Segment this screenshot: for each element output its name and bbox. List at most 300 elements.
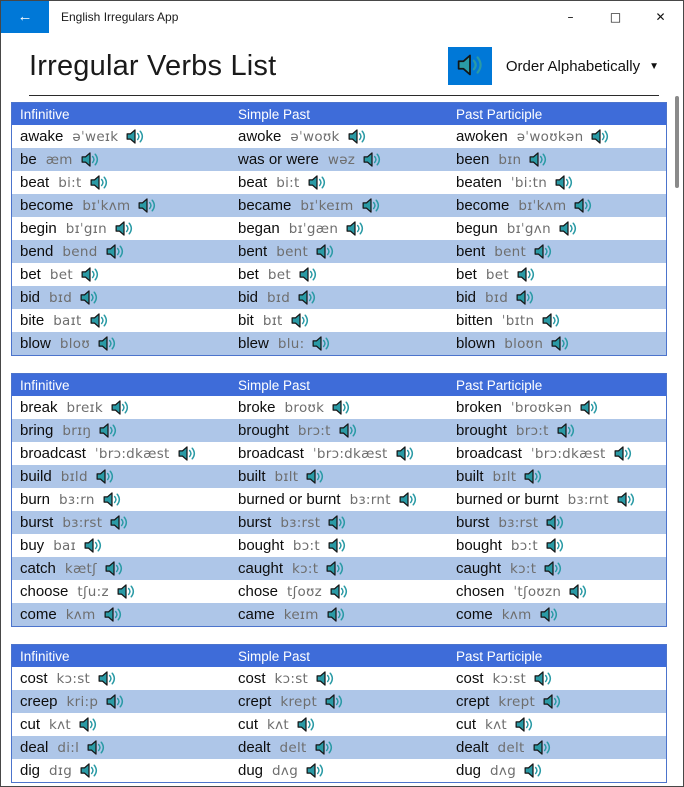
verb-text: cut [20, 716, 41, 733]
verb-cell [12, 399, 230, 416]
ipa-text: bɪˈgʌn [506, 220, 551, 237]
verb-text: caught [238, 560, 284, 577]
page-title: Irregular Verbs List [29, 49, 277, 82]
verb-text: dug [456, 762, 482, 779]
verb-text: burned or burnt [238, 491, 341, 508]
ipa-text: brɔ:t [297, 422, 331, 439]
ipa-text: kɔ:st [492, 670, 527, 687]
ipa-text: ˈbɪtn [501, 312, 535, 329]
table-row [12, 488, 666, 511]
speaker-icon[interactable] [396, 446, 414, 461]
ipa-text: dʌg [272, 762, 299, 779]
column-header: Simple Past [238, 106, 311, 122]
back-button[interactable] [1, 1, 49, 33]
ipa-text: broʊk [284, 399, 325, 416]
speaker-icon[interactable] [551, 336, 569, 351]
verb-table [11, 102, 667, 356]
header-divider [29, 95, 659, 96]
ipa-text: kʌm [501, 606, 532, 623]
speaker-icon[interactable] [559, 221, 577, 236]
speaker-icon[interactable] [617, 492, 635, 507]
verb-cell [230, 399, 448, 416]
speaker-icon[interactable] [546, 538, 564, 553]
table-row [12, 396, 666, 419]
verb-cell [12, 670, 230, 687]
ipa-text: bɪd [49, 289, 73, 306]
verb-cell [230, 606, 448, 623]
table-row [12, 194, 666, 217]
verb-text: cost [456, 670, 484, 687]
ipa-text: kɔ:st [56, 670, 91, 687]
speaker-icon[interactable] [98, 671, 116, 686]
ipa-text: bɪˈgæn [288, 220, 339, 237]
speaker-icon[interactable] [362, 198, 380, 213]
table-row [12, 557, 666, 580]
speaker-icon[interactable] [529, 152, 547, 167]
verb-cell [448, 468, 666, 485]
verb-cell [230, 491, 448, 508]
speaker-icon[interactable] [106, 694, 124, 709]
verb-cell [448, 560, 666, 577]
verb-text: broken [456, 399, 502, 416]
table-row [12, 240, 666, 263]
verb-cell [12, 128, 230, 145]
ipa-text: krept [498, 693, 536, 710]
verb-cell [448, 220, 666, 237]
speaker-icon[interactable] [308, 175, 326, 190]
verb-cell [230, 197, 448, 214]
verb-text: break [20, 399, 58, 416]
verb-cell [12, 243, 230, 260]
verb-text: bid [238, 289, 259, 306]
speaker-icon[interactable] [87, 740, 105, 755]
verb-cell [448, 422, 666, 439]
speaker-icon [457, 54, 483, 79]
speaker-icon[interactable] [534, 244, 552, 259]
table-row [12, 511, 666, 534]
speaker-icon[interactable] [297, 717, 315, 732]
verb-cell [448, 266, 666, 283]
speaker-icon[interactable] [557, 423, 575, 438]
ipa-text: delt [497, 739, 525, 756]
verb-cell [230, 670, 448, 687]
ipa-text: bɜ:rnt [567, 491, 609, 508]
speaker-icon[interactable] [524, 469, 542, 484]
titlebar [1, 1, 683, 33]
table-row [12, 580, 666, 603]
verb-cell [448, 739, 666, 756]
speaker-icon[interactable] [516, 290, 534, 305]
verb-table [11, 644, 667, 783]
speaker-icon[interactable] [517, 267, 535, 282]
column-header: Past Participle [456, 106, 543, 122]
speaker-icon[interactable] [328, 515, 346, 530]
table-header-row [12, 645, 666, 667]
verb-cell [448, 762, 666, 779]
speaker-icon[interactable] [325, 694, 343, 709]
speaker-icon[interactable] [544, 561, 562, 576]
table-row [12, 465, 666, 488]
verb-cell [448, 445, 666, 462]
order-dropdown[interactable] [506, 58, 659, 75]
chevron-down-icon: ▼ [649, 60, 659, 72]
ipa-text: bi:t [276, 174, 300, 191]
ipa-text: tʃoʊz [287, 583, 323, 600]
verb-cell [230, 468, 448, 485]
verb-cell [12, 335, 230, 352]
speaker-icon[interactable] [591, 129, 609, 144]
ipa-text: bet [267, 266, 291, 283]
verb-text: deal [20, 739, 49, 756]
verb-text: become [20, 197, 74, 214]
close-button[interactable]: ✕ [638, 1, 683, 33]
speaker-icon[interactable] [99, 423, 117, 438]
verb-cell [230, 716, 448, 733]
verb-cell [448, 174, 666, 191]
speaker-icon[interactable] [315, 740, 333, 755]
verb-text: built [238, 468, 266, 485]
table-row [12, 442, 666, 465]
speaker-icon[interactable] [84, 538, 102, 553]
speaker-icon[interactable] [399, 492, 417, 507]
ipa-text: bi:t [58, 174, 82, 191]
back-arrow-icon: ← [17, 8, 33, 25]
table-row [12, 309, 666, 332]
speaker-icon[interactable] [115, 221, 133, 236]
verb-cell [12, 491, 230, 508]
speaker-icon[interactable] [105, 561, 123, 576]
ipa-text: blu: [277, 335, 305, 352]
verb-cell [448, 128, 666, 145]
ipa-text: bɪlt [274, 468, 299, 485]
table-row [12, 713, 666, 736]
speaker-icon[interactable] [348, 129, 366, 144]
ipa-text: ˈtʃoʊzn [513, 583, 562, 600]
speaker-icon[interactable] [96, 469, 114, 484]
verb-cell [448, 670, 666, 687]
table-row [12, 419, 666, 442]
ipa-text: kri:p [66, 693, 99, 710]
speaker-icon[interactable] [316, 671, 334, 686]
verb-cell [12, 537, 230, 554]
verb-text: blew [238, 335, 269, 352]
ipa-text: kɔ:t [510, 560, 537, 577]
verb-cell [12, 560, 230, 577]
verb-text: be [20, 151, 37, 168]
verb-text: became [238, 197, 292, 214]
verb-text: bring [20, 422, 54, 439]
speaker-icon[interactable] [81, 267, 99, 282]
ipa-text: bet [485, 266, 509, 283]
verb-cell [12, 606, 230, 623]
verb-text: awoke [238, 128, 282, 145]
verb-cell [12, 762, 230, 779]
verb-cell [230, 583, 448, 600]
verb-cell [12, 197, 230, 214]
verb-cell [448, 197, 666, 214]
verb-cell [12, 220, 230, 237]
ipa-text: kʌt [485, 716, 508, 733]
speaker-icon[interactable] [98, 336, 116, 351]
ipa-text: kɔ:st [274, 670, 309, 687]
verb-text: bitten [456, 312, 493, 329]
speaker-icon[interactable] [327, 607, 345, 622]
verb-text: bent [238, 243, 268, 260]
verb-text: caught [456, 560, 502, 577]
verb-text: awoken [456, 128, 508, 145]
speaker-icon[interactable] [574, 198, 592, 213]
verb-cell [448, 693, 666, 710]
ipa-text: ˈbrɔ:dkæst [94, 445, 170, 462]
ipa-text: æm [45, 151, 73, 168]
speaker-icon[interactable] [546, 515, 564, 530]
speaker-icon[interactable] [534, 671, 552, 686]
speaker-icon[interactable] [298, 290, 316, 305]
table-row [12, 667, 666, 690]
verb-cell [12, 583, 230, 600]
verb-text: burn [20, 491, 51, 508]
speaker-icon[interactable] [306, 469, 324, 484]
verb-cell [12, 422, 230, 439]
speaker-icon[interactable] [515, 717, 533, 732]
speaker-icon[interactable] [291, 313, 309, 328]
verb-text: begin [20, 220, 57, 237]
ipa-text: əˈwoʊk [290, 128, 340, 145]
verb-text: burned or burnt [456, 491, 559, 508]
verb-text: beat [238, 174, 268, 191]
speaker-icon[interactable] [330, 584, 348, 599]
scrollbar-thumb[interactable] [675, 96, 679, 188]
verb-cell [12, 174, 230, 191]
column-header: Simple Past [238, 648, 311, 664]
verb-cell [448, 243, 666, 260]
ipa-text: bent [276, 243, 309, 260]
table-row [12, 332, 666, 355]
speaker-icon[interactable] [363, 152, 381, 167]
speaker-icon[interactable] [580, 400, 598, 415]
speaker-icon[interactable] [90, 313, 108, 328]
verb-cell [230, 537, 448, 554]
ipa-text: əˈwoʊkən [516, 128, 584, 145]
verb-cell [448, 583, 666, 600]
verb-text: broke [238, 399, 276, 416]
ipa-text: bɜ:rst [498, 514, 539, 531]
speaker-icon[interactable] [117, 584, 135, 599]
verb-text: crept [238, 693, 272, 710]
speaker-icon[interactable] [569, 584, 587, 599]
verb-text: cut [238, 716, 259, 733]
speaker-icon[interactable] [339, 423, 357, 438]
verb-text: awake [20, 128, 64, 145]
speaker-icon[interactable] [312, 336, 330, 351]
speaker-icon[interactable] [316, 244, 334, 259]
verb-cell [230, 445, 448, 462]
verb-cell [448, 716, 666, 733]
verb-cell [448, 312, 666, 329]
verb-text: brought [238, 422, 289, 439]
speaker-icon[interactable] [80, 290, 98, 305]
ipa-text: əˈweɪk [72, 128, 119, 145]
verb-text: dig [20, 762, 41, 779]
verb-text: bet [456, 266, 477, 283]
minimize-button[interactable]: – [548, 1, 593, 33]
verb-text: become [456, 197, 510, 214]
speaker-icon[interactable] [79, 717, 97, 732]
speaker-icon[interactable] [138, 198, 156, 213]
verb-text: came [238, 606, 275, 623]
verb-text: chosen [456, 583, 505, 600]
speaker-icon[interactable] [540, 607, 558, 622]
verb-text: chose [238, 583, 279, 600]
table-row [12, 690, 666, 713]
vertical-scrollbar[interactable] [672, 91, 682, 784]
ipa-text: bent [494, 243, 527, 260]
ipa-text: bɜ:rst [280, 514, 321, 531]
verb-cell [448, 537, 666, 554]
verb-text: choose [20, 583, 69, 600]
ipa-text: kʌm [65, 606, 96, 623]
verb-cell [12, 468, 230, 485]
verb-cell [230, 560, 448, 577]
ipa-text: keɪm [283, 606, 319, 623]
speaker-icon[interactable] [299, 267, 317, 282]
verb-cell [230, 128, 448, 145]
verb-tables [11, 102, 667, 783]
ipa-text: brɔ:t [515, 422, 549, 439]
speaker-icon[interactable] [346, 221, 364, 236]
verb-text: bid [456, 289, 477, 306]
speaker-icon[interactable] [328, 538, 346, 553]
ipa-text: ˈbrɔ:dkæst [312, 445, 388, 462]
speaker-icon[interactable] [543, 694, 561, 709]
table-row [12, 217, 666, 240]
ipa-text: krept [280, 693, 318, 710]
verb-cell [230, 514, 448, 531]
verb-text: dealt [456, 739, 489, 756]
speak-all-button[interactable] [448, 47, 492, 85]
ipa-text: bɜ:rst [62, 514, 103, 531]
speaker-icon[interactable] [106, 244, 124, 259]
speaker-icon[interactable] [103, 492, 121, 507]
maximize-button[interactable]: □ [593, 1, 638, 33]
speaker-icon[interactable] [326, 561, 344, 576]
ipa-text: bɪd [485, 289, 509, 306]
speaker-icon[interactable] [524, 763, 542, 778]
table-row [12, 286, 666, 309]
verb-text: been [456, 151, 490, 168]
ipa-text: bɪˈkʌm [82, 197, 131, 214]
verb-cell [230, 335, 448, 352]
table-row [12, 148, 666, 171]
speaker-icon[interactable] [110, 515, 128, 530]
column-header: Past Participle [456, 648, 543, 664]
verb-text: bought [238, 537, 284, 554]
speaker-icon[interactable] [306, 763, 324, 778]
verb-text: cut [456, 716, 477, 733]
table-row [12, 736, 666, 759]
ipa-text: bɔ:t [292, 537, 320, 554]
verb-text: catch [20, 560, 56, 577]
ipa-text: delt [279, 739, 307, 756]
verb-text: began [238, 220, 280, 237]
verb-cell [230, 243, 448, 260]
verb-text: cost [20, 670, 48, 687]
verb-cell [230, 739, 448, 756]
speaker-icon[interactable] [614, 446, 632, 461]
verb-cell [448, 289, 666, 306]
verb-text: burst [238, 514, 272, 531]
verb-cell [12, 266, 230, 283]
speaker-icon[interactable] [90, 175, 108, 190]
verb-text: beaten [456, 174, 502, 191]
speaker-icon[interactable] [81, 152, 99, 167]
column-header: Simple Past [238, 377, 311, 393]
verb-text: blown [456, 335, 496, 352]
speaker-icon[interactable] [80, 763, 98, 778]
column-header: Infinitive [20, 106, 70, 122]
ipa-text: ˈbrɔ:dkæst [530, 445, 606, 462]
verb-text: build [20, 468, 52, 485]
ipa-text: dɪg [49, 762, 73, 779]
verb-text: was or were [238, 151, 319, 168]
verb-text: burst [20, 514, 54, 531]
verb-cell [12, 151, 230, 168]
verb-cell [230, 151, 448, 168]
verb-cell [230, 422, 448, 439]
verb-text: come [456, 606, 493, 623]
table-row [12, 263, 666, 286]
table-row [12, 125, 666, 148]
speaker-icon[interactable] [104, 607, 122, 622]
ipa-text: wəz [327, 151, 356, 168]
column-header: Infinitive [20, 377, 70, 393]
verb-text: broadcast [20, 445, 86, 462]
ipa-text: bɔ:t [510, 537, 538, 554]
ipa-text: bɪt [262, 312, 283, 329]
speaker-icon[interactable] [111, 400, 129, 415]
verb-text: creep [20, 693, 58, 710]
table-header-row [12, 103, 666, 125]
verb-cell [448, 151, 666, 168]
speaker-icon[interactable] [332, 400, 350, 415]
verb-table [11, 373, 667, 627]
ipa-text: kʌt [267, 716, 290, 733]
verb-text: burst [456, 514, 490, 531]
speaker-icon[interactable] [533, 740, 551, 755]
ipa-text: bɪn [498, 151, 522, 168]
ipa-text: di:l [57, 739, 80, 756]
ipa-text: bloʊn [504, 335, 544, 352]
speaker-icon[interactable] [178, 446, 196, 461]
speaker-icon[interactable] [542, 313, 560, 328]
ipa-text: kʌt [49, 716, 72, 733]
verb-text: bid [20, 289, 41, 306]
speaker-icon[interactable] [555, 175, 573, 190]
verb-cell [448, 491, 666, 508]
table-row [12, 759, 666, 782]
verb-text: begun [456, 220, 498, 237]
verb-cell [230, 220, 448, 237]
verb-cell [12, 693, 230, 710]
speaker-icon[interactable] [126, 129, 144, 144]
ipa-text: ˈbi:tn [510, 174, 548, 191]
verb-cell [12, 716, 230, 733]
verb-text: bet [238, 266, 259, 283]
verb-cell [230, 289, 448, 306]
table-header-row [12, 374, 666, 396]
verb-cell [230, 693, 448, 710]
ipa-text: bɪlt [492, 468, 517, 485]
